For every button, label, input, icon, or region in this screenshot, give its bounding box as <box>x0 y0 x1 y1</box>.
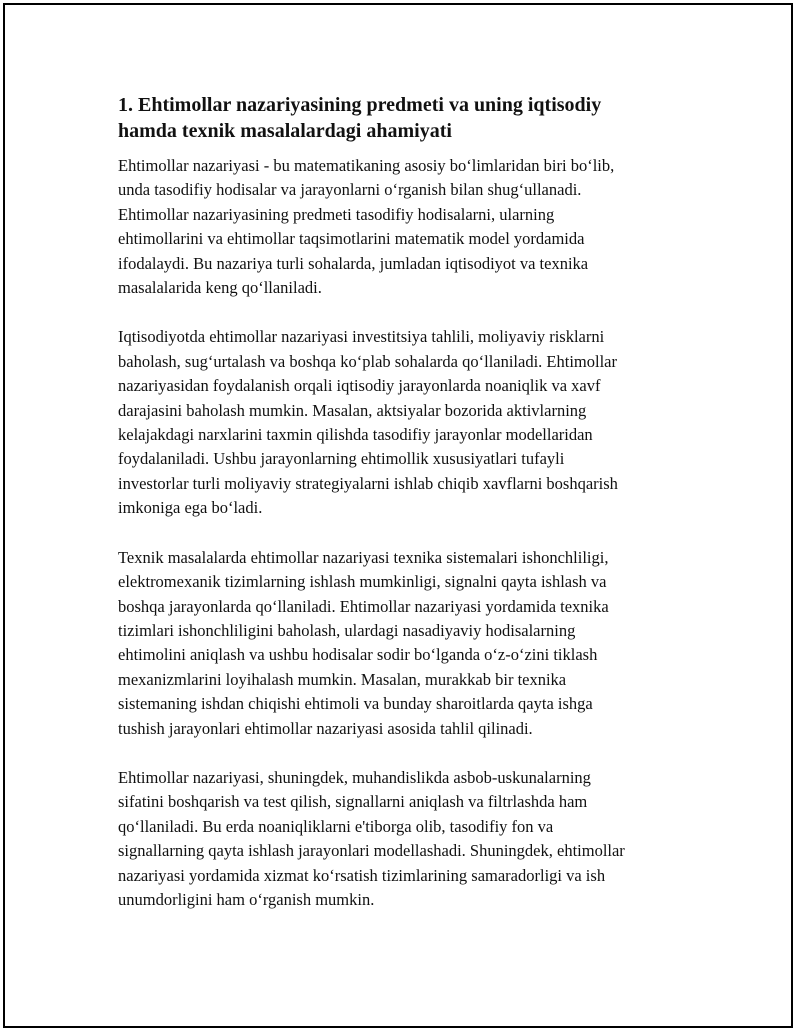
section-heading: 1. Ehtimollar nazariyasining predmeti va uning iqtisodiy hamda texnik masalalardagi ahamiyati <box>118 94 602 142</box>
paragraph-economics: Iqtisodiyotda ehtimollar nazariyasi investitsiya tahlili, moliyaviy risklarni baholash, sug‘urtalash va boshqa ko‘plab sohalarda qo‘llaniladi. Ehtimollar nazariyasidan foydalanish orqali iqtisodiy jarayonlarda noaniqlik va xavf darajasini baholash mumkin. Masalan, aktsiyalar bozorida aktivlarning kelajakdagi narxlarini taxmin qilishda tasodifiy jarayonlar modellaridan foydalaniladi. Ushbu jarayonlarning ehtimollik xususiyatlari tufayli investorlar turli moliyaviy strategiyalarni ishlab chiqib xavflarni boshqarish imkoniga ega bo‘ladi. <box>118 327 618 518</box>
paragraph-intro: Ehtimollar nazariyasi - bu matematikaning asosiy bo‘limlaridan biri bo‘lib, unda tasodifiy hodisalar va jarayonlarni o‘rganish bilan shug‘ullanadi. Ehtimollar nazariyasining predmeti tasodifiy hodisalarni, ularning ehtimollarini va ehtimollar taqsimotlarini matematik model yordamida ifodalaydi. Bu nazariya turli sohalarda, jumladan iqtisodiyot va texnika masalalarida keng qo‘llaniladi. <box>118 156 615 298</box>
paragraph-technical: Texnik masalalarda ehtimollar nazariyasi texnika sistemalari ishonchliligi, elektromexanik tizimlarning ishlash mumkinligi, signalni qayta ishlash va boshqa jarayonlarda qo‘llaniladi. Ehtimollar nazariyasi yordamida texnika tizimlari ishonchliligini baholash, ulardagi nasadiyaviy hodisalarning ehtimolini aniqlash va ushbu hodisalar sodir bo‘lganda o‘z-o‘zini tiklash mexanizmlarini loyihalash mumkin. Masalan, murakkab bir texnika sistemaning ishdan chiqishi ehtimoli va bunday sharoitlarda qayta ishga tushish jarayonlari ehtimollar nazariyasi asosida tahlil qilinadi. <box>118 547 609 738</box>
paragraph-engineering: Ehtimollar nazariyasi, shuningdek, muhandislikda asbob-uskunalarning sifatini boshqarish va test qilish, signallarni aniqlash va filtrlashda ham qo‘llaniladi. Bu erda noaniqliklarni e'tiborga olib, tasodifiy fon va signallarning qayta ishlash jarayonlari modellashadi. Shuningdek, ehtimollar nazariyasi yordamida xizmat ko‘rsatish tizimlarining samaradorligi va ish unumdorligini ham o‘rganish mumkin. <box>118 767 625 909</box>
document-body <box>118 92 693 937</box>
